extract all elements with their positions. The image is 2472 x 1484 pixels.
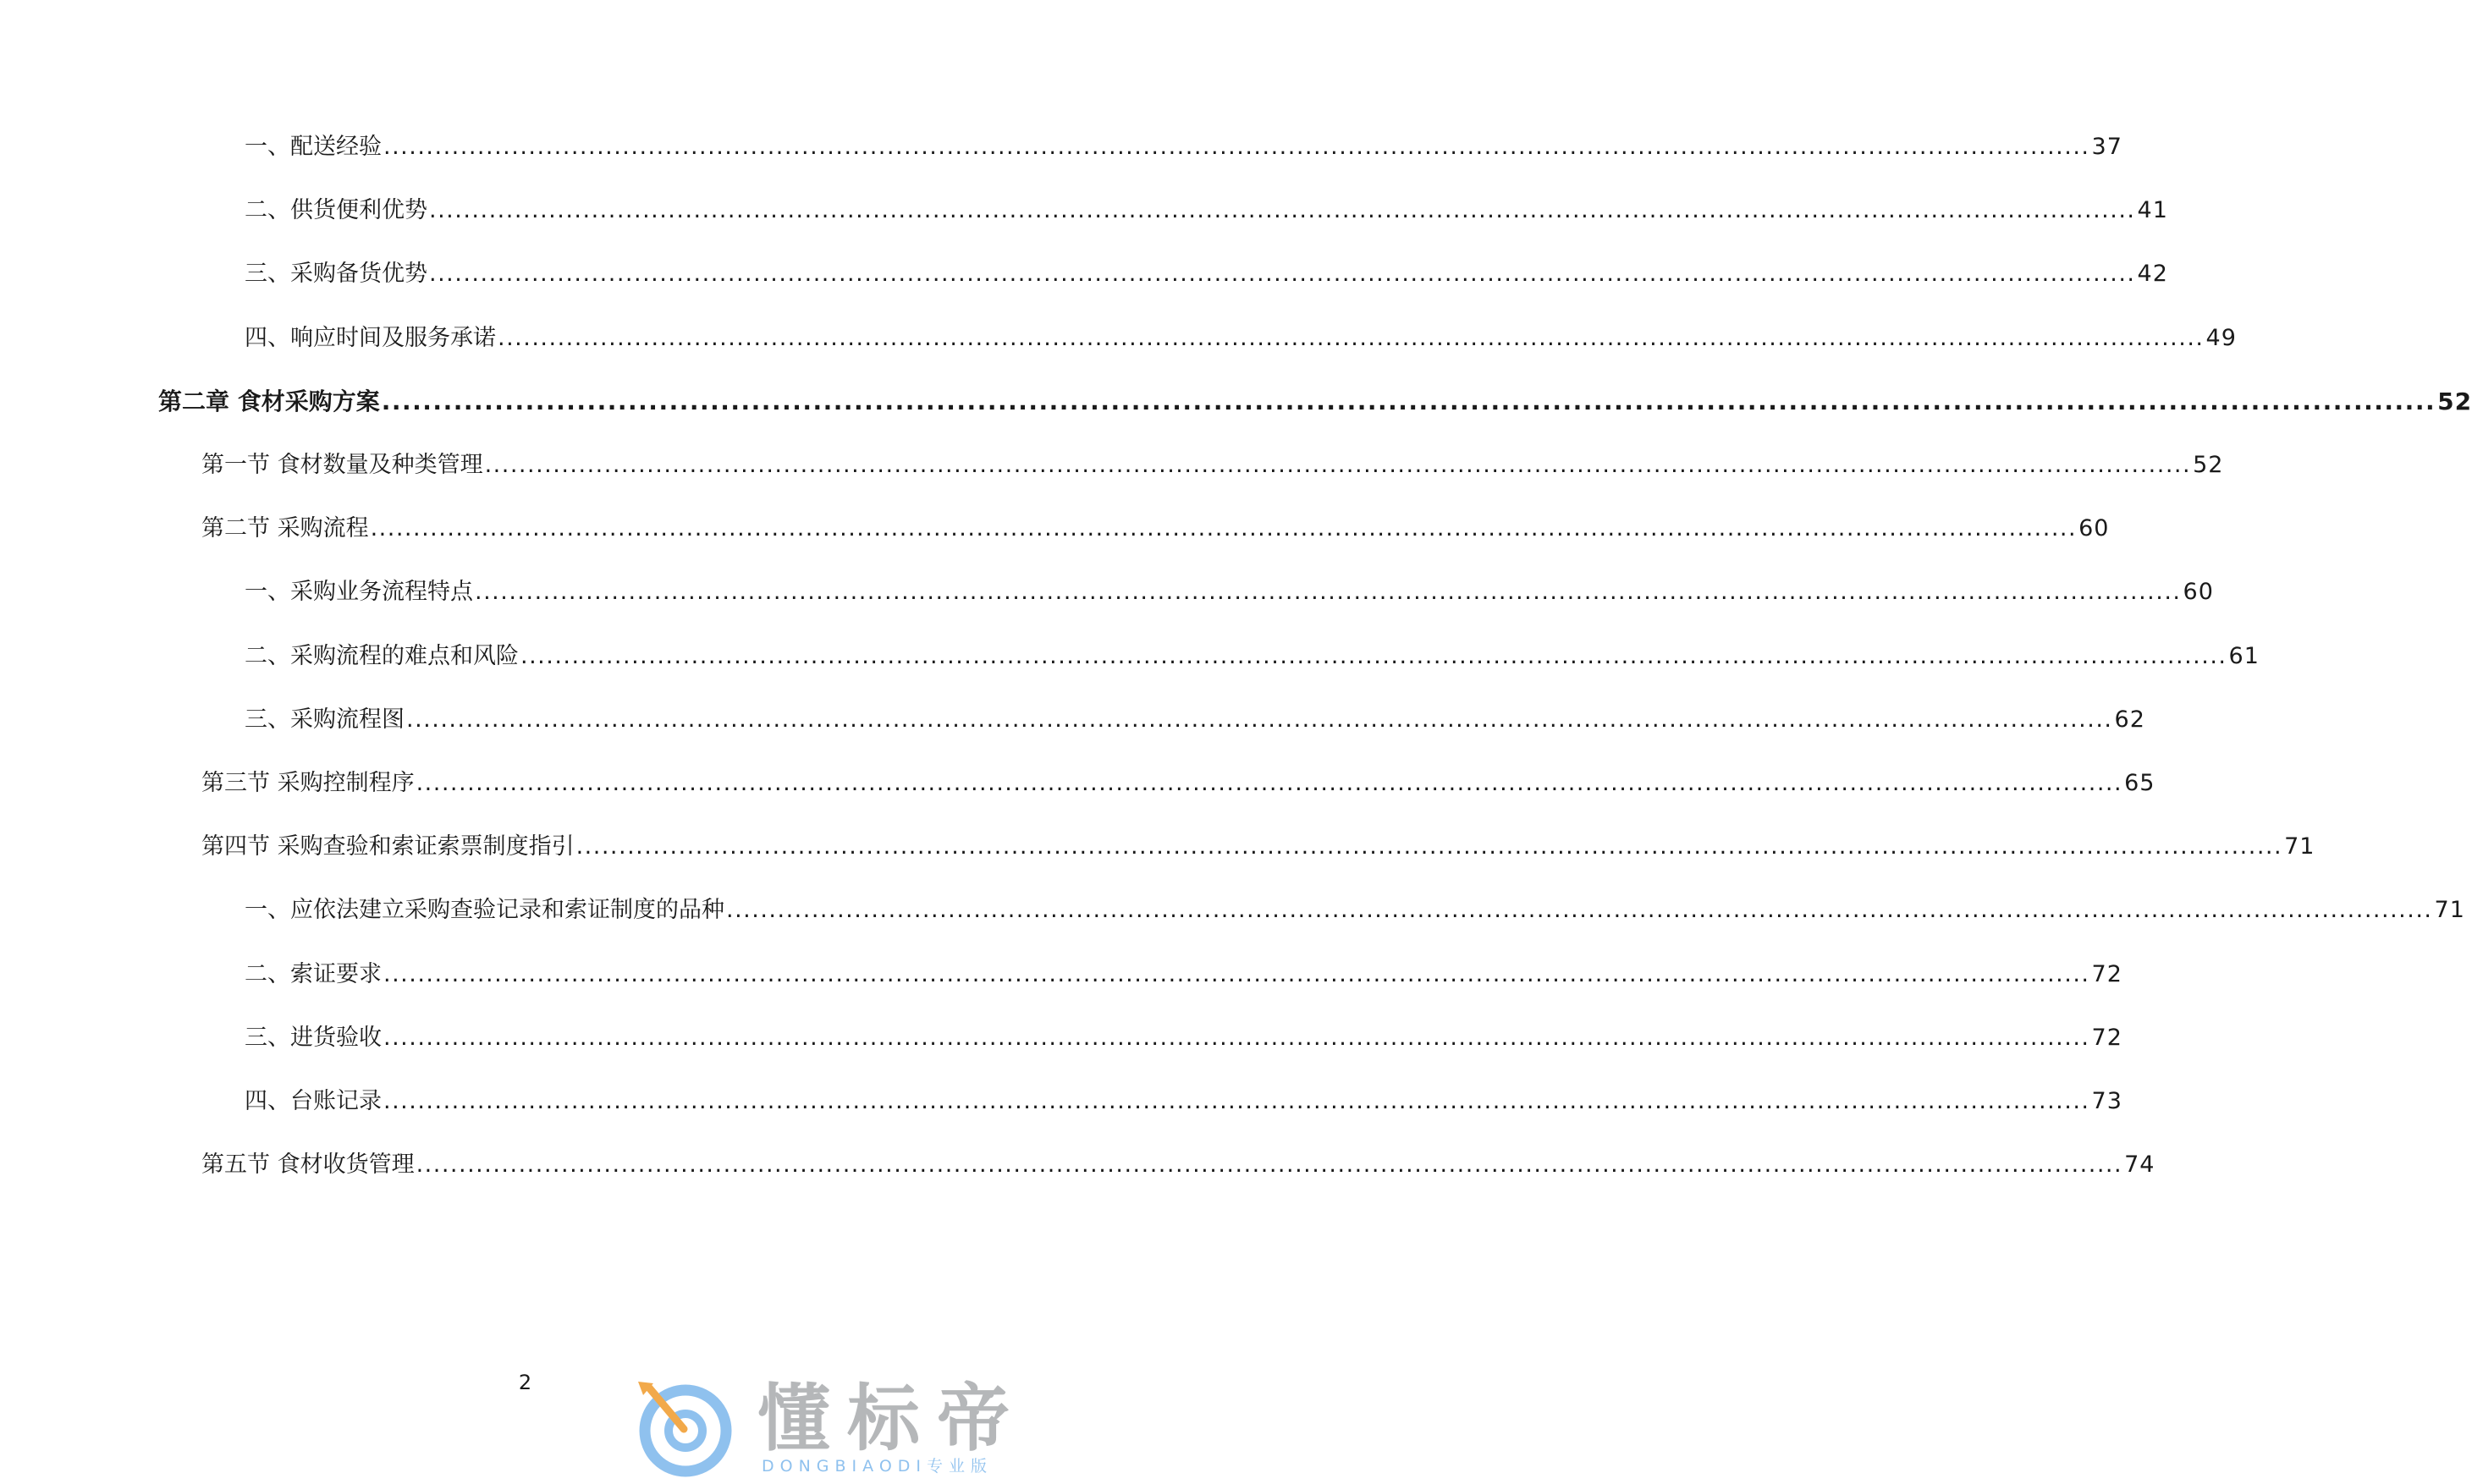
toc-entry[interactable]	[245, 640, 2260, 673]
toc-entry[interactable]	[245, 1085, 2122, 1118]
toc-dot-leader: ........................................................................................................................................................................................................	[484, 452, 2192, 478]
toc-entry-label: 第三节 采购控制程序	[201, 770, 415, 796]
toc-dot-leader: ........................................................................................................................................................................................................	[520, 643, 2227, 669]
toc-dot-leader: ........................................................................................................................................................................................................	[383, 961, 2090, 987]
toc-entry[interactable]	[245, 1021, 2122, 1055]
toc-dot-leader: ........................................................................................................................................................................................................	[475, 579, 2182, 605]
toc-dot-leader: ........................................................................................................................................................................................................	[383, 134, 2090, 160]
toc-entry-page: 71	[2434, 897, 2465, 923]
toc-entry-label: 四、台账记录	[245, 1088, 382, 1114]
toc-entry[interactable]	[245, 322, 2237, 355]
watermark	[626, 1375, 1032, 1481]
toc-entry-label: 第二节 采购流程	[201, 515, 369, 541]
toc-entry-page: 60	[2078, 515, 2110, 541]
toc-entry[interactable]	[201, 512, 2110, 546]
toc-dot-leader: ........................................................................................................................................................................................................	[498, 325, 2205, 351]
toc-entry-page: 61	[2228, 643, 2260, 669]
toc-entry[interactable]	[158, 385, 2472, 419]
toc-entry-page: 41	[2137, 197, 2168, 223]
toc-dot-leader: ........................................................................................................................................................................................................	[370, 515, 2078, 541]
toc-entry[interactable]	[245, 893, 2465, 927]
toc-entry-page: 60	[2183, 579, 2214, 605]
toc-entry-label: 二、采购流程的难点和风险	[245, 643, 519, 669]
toc-entry-page: 74	[2124, 1151, 2155, 1178]
toc-entry-label: 二、索证要求	[245, 961, 382, 987]
toc-entry[interactable]	[201, 1148, 2155, 1182]
toc-entry-page: 49	[2205, 325, 2237, 351]
toc-entry-label: 第四节 采购查验和索证索票制度指引	[201, 833, 575, 860]
toc-entry[interactable]	[245, 194, 2168, 228]
watermark-name: 懂标帝	[757, 1377, 1027, 1461]
toc-dot-leader: ........................................................................................................................................................................................................	[726, 897, 2433, 923]
toc-dot-leader: ........................................................................................................................................................................................................	[381, 387, 2436, 415]
toc-dot-leader: ........................................................................................................................................................................................................	[429, 197, 2136, 223]
toc-entry-page: 72	[2091, 1025, 2122, 1051]
target-logo-icon	[633, 1380, 735, 1480]
toc-entry-page: 72	[2091, 961, 2122, 987]
toc-entry-label: 二、供货便利优势	[245, 197, 427, 223]
toc-entry[interactable]	[201, 448, 2224, 482]
toc-entry-page: 62	[2114, 706, 2145, 733]
toc-entry-page: 52	[2193, 452, 2224, 478]
toc-entry-label: 第一节 食材数量及种类管理	[201, 452, 483, 478]
toc-entry-label: 四、响应时间及服务承诺	[245, 325, 496, 351]
toc-entry-label: 三、采购流程图	[245, 706, 405, 733]
toc-entry-label: 三、采购备货优势	[245, 261, 427, 287]
toc-entry-page: 37	[2091, 134, 2122, 160]
toc-entry-label: 一、采购业务流程特点	[245, 579, 473, 605]
toc-entry[interactable]	[245, 703, 2145, 737]
toc-dot-leader: ........................................................................................................................................................................................................	[383, 1088, 2090, 1114]
toc-entry-page: 65	[2124, 770, 2155, 796]
toc-entry-page: 42	[2137, 261, 2168, 287]
toc-dot-leader: ........................................................................................................................................................................................................	[575, 833, 2283, 860]
toc-entry-page: 52	[2437, 387, 2472, 415]
toc-entry[interactable]	[245, 257, 2168, 291]
page-number: 2	[518, 1371, 532, 1394]
toc-entry[interactable]	[201, 830, 2315, 864]
toc-dot-leader: ........................................................................................................................................................................................................	[429, 261, 2136, 287]
watermark-subtitle: DONGBIAODI专业版	[762, 1457, 994, 1476]
toc-entry[interactable]	[245, 575, 2214, 609]
toc-entry-page: 73	[2091, 1088, 2122, 1114]
toc-dot-leader: ........................................................................................................................................................................................................	[416, 770, 2123, 796]
toc-entry-label: 一、应依法建立采购查验记录和索证制度的品种	[245, 897, 724, 923]
toc-entry[interactable]	[245, 130, 2122, 164]
toc-entry-label: 第五节 食材收货管理	[201, 1151, 415, 1178]
toc-entry[interactable]	[201, 767, 2155, 800]
toc-entry-label: 三、进货验收	[245, 1025, 382, 1051]
toc-entry-label: 第二章 食材采购方案	[158, 387, 380, 415]
toc-entry-label: 一、配送经验	[245, 134, 382, 160]
toc-entry[interactable]	[245, 958, 2122, 992]
toc-dot-leader: ........................................................................................................................................................................................................	[416, 1151, 2123, 1178]
toc-dot-leader: ........................................................................................................................................................................................................	[406, 706, 2113, 733]
toc-entry-page: 71	[2284, 833, 2315, 860]
toc-dot-leader: ........................................................................................................................................................................................................	[383, 1025, 2090, 1051]
